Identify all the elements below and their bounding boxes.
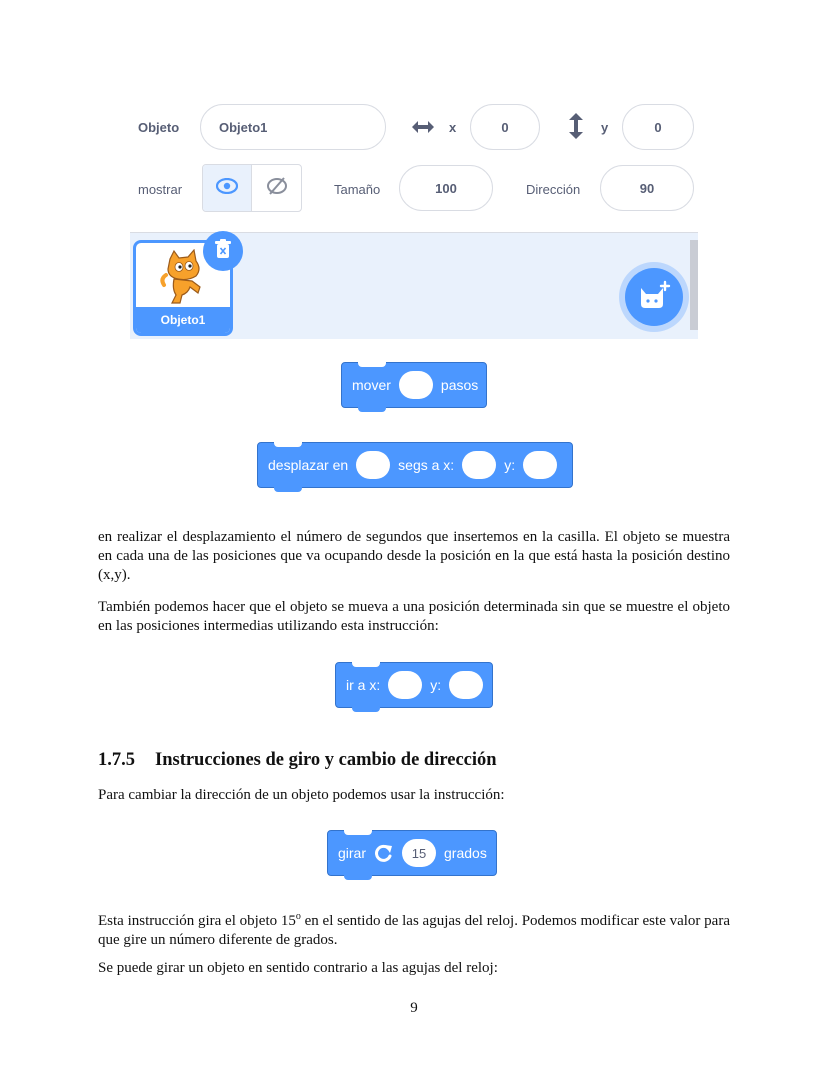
delete-sprite-button[interactable]: [203, 231, 243, 271]
size-input[interactable]: 100: [399, 165, 493, 211]
y-label: y: [601, 120, 609, 135]
section-number: 1.7.5: [98, 750, 135, 770]
steps-label: pasos: [440, 377, 479, 393]
horizontal-arrows-icon: [410, 118, 436, 141]
show-label: mostrar: [138, 182, 183, 197]
section-heading: [98, 750, 497, 771]
object-name-input[interactable]: Objeto1: [200, 104, 386, 150]
rotate-clockwise-icon: [374, 843, 394, 863]
visibility-toggle: [202, 164, 302, 212]
add-sprite-button[interactable]: [625, 268, 683, 326]
degrees-input[interactable]: 15: [402, 839, 436, 867]
cat-sprite-icon: [158, 249, 208, 310]
add-sprite-icon: [637, 280, 671, 315]
paragraph-goto-intro: También podemos hacer que el objeto se mueva a una posición determinada sin que se muestre el objeto en las posiciones intermedias utilizando esta instrucción:: [98, 599, 730, 634]
turn-right-block[interactable]: [327, 830, 497, 876]
goto-block[interactable]: [335, 662, 493, 708]
paragraph-counterclockwise-intro: Se puede girar un objeto en sentido contrario a las agujas del reloj:: [98, 960, 498, 976]
paragraph-glide-description: en realizar el desplazamiento el número de segundos que insertemos en la casilla. El objeto se muestra en cada una de las posiciones que va ocupando desde la posición en la que está hasta la posición destino (x,y).: [98, 529, 730, 583]
direction-input[interactable]: 90: [600, 165, 694, 211]
paragraph-turn-description: Esta instrucción gira el objeto 15$^o$ en el sentido de las agujas del reloj. Podemos modificar este valor para que gire un número diferente de grados.: [98, 911, 730, 948]
glide-label: desplazar en: [268, 457, 349, 473]
x-input[interactable]: 0: [470, 104, 540, 150]
scrollbar[interactable]: [690, 240, 698, 330]
y-input[interactable]: 0: [622, 104, 694, 150]
hide-button[interactable]: [252, 165, 301, 211]
move-label: mover: [352, 377, 391, 393]
size-label: Tamaño: [334, 182, 381, 197]
glide-x-label: segs a x:: [398, 457, 455, 473]
turn-label: girar: [338, 845, 367, 861]
object-label: Objeto: [138, 120, 180, 135]
glide-x-input[interactable]: [462, 451, 496, 479]
glide-y-input[interactable]: [523, 451, 557, 479]
degrees-label: grados: [444, 845, 487, 861]
steps-input[interactable]: [399, 371, 433, 399]
vertical-arrows-icon: [567, 112, 585, 145]
eye-icon: [216, 178, 238, 199]
trash-icon: [214, 239, 232, 264]
glide-block[interactable]: [257, 442, 573, 488]
eye-slash-icon: [266, 176, 288, 201]
direction-label: Dirección: [526, 182, 581, 197]
show-button[interactable]: [203, 165, 252, 211]
move-steps-block[interactable]: [341, 362, 487, 408]
glide-y-label: y:: [504, 457, 516, 473]
glide-seconds-input[interactable]: [356, 451, 390, 479]
x-label: x: [449, 120, 457, 135]
goto-y-input[interactable]: [449, 671, 483, 699]
sprite-card-label: Objeto1: [136, 307, 230, 333]
page-number: 9: [410, 1000, 418, 1016]
goto-x-label: ir a x:: [346, 677, 381, 693]
goto-x-input[interactable]: [388, 671, 422, 699]
paragraph-turn-intro: Para cambiar la dirección de un objeto podemos usar la instrucción:: [98, 787, 505, 803]
goto-y-label: y:: [430, 677, 442, 693]
section-title: Instrucciones de giro y cambio de dirección: [155, 750, 497, 770]
